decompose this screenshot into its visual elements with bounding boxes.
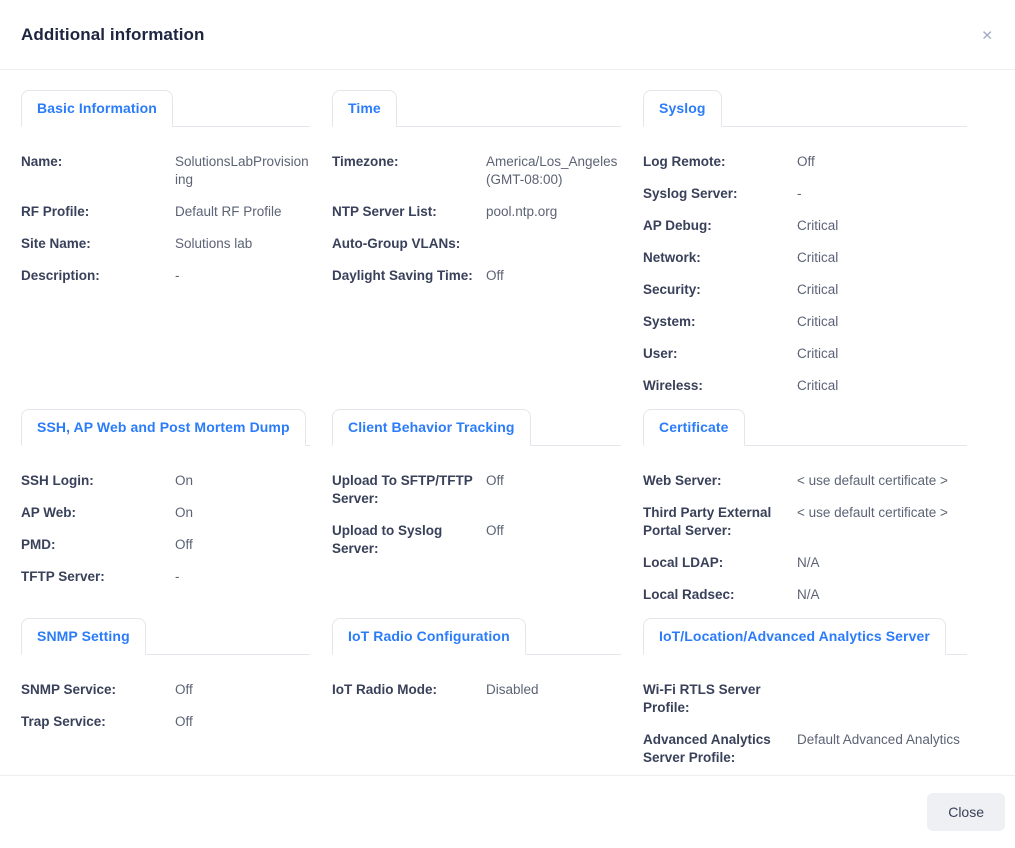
field-label: Name: [21,154,63,169]
field-label: Log Remote: [643,154,726,169]
section-tab-client-behavior-tracking: Client Behavior Tracking [332,409,531,446]
field-label: Timezone: [332,154,399,169]
section-tab-basic-information: Basic Information [21,90,173,127]
field-row [332,267,621,285]
field-label: Upload To SFTP/TFTP Server: [332,473,473,506]
field-row [643,153,967,171]
field-row [643,472,967,490]
field-label: AP Debug: [643,218,712,233]
field-value: America/Los_Angeles (GMT-08:00) [486,154,618,187]
section-tab-iot-radio-configuration: IoT Radio Configuration [332,618,526,655]
field-label: Wi-Fi RTLS Server Profile: [643,682,761,715]
field-row [643,281,967,299]
field-value: On [175,473,194,488]
field-label: Description: [21,268,100,283]
field-label: Advanced Analytics Server Profile: [643,732,771,765]
section-iot-radio-configuration [332,618,621,775]
section-snmp-setting [21,618,310,775]
field-row [21,472,310,490]
field-row [21,568,310,586]
field-value: Critical [797,218,839,233]
section-fields [643,127,967,395]
field-label: System: [643,314,696,329]
section-iot-location-advanced-analytics-server [643,618,967,775]
field-label: User: [643,346,678,361]
section-tabbar [332,409,621,446]
field-label: TFTP Server: [21,569,105,584]
field-label: Auto-Group VLANs: [332,236,461,251]
field-label: Security: [643,282,701,297]
section-time [332,90,621,409]
field-value: N/A [797,555,820,570]
field-row [643,377,967,395]
section-syslog [643,90,967,409]
dialog-title: Additional information [21,24,205,44]
field-row [332,235,621,253]
field-label: AP Web: [21,505,77,520]
field-value: SolutionsLabProvisioning [175,154,309,187]
field-value: Off [175,714,193,729]
field-row [332,472,621,508]
field-value: Disabled [486,682,539,697]
field-value: - [175,268,180,283]
field-value: pool.ntp.org [486,204,558,219]
field-value: Critical [797,282,839,297]
sections-grid [0,70,1015,775]
field-row [643,345,967,363]
field-label: SNMP Service: [21,682,117,697]
section-tabbar [21,618,310,655]
field-label: Upload to Syslog Server: [332,523,443,556]
section-tab-syslog: Syslog [643,90,722,127]
field-label: RF Profile: [21,204,90,219]
close-button[interactable]: Close [927,793,1005,831]
field-value: Off [486,473,504,488]
close-icon[interactable]: ✕ [981,26,993,43]
field-row [21,153,310,189]
field-label: Wireless: [643,378,703,393]
section-fields [643,655,967,767]
section-fields [21,446,310,586]
field-label: IoT Radio Mode: [332,682,437,697]
field-row [332,681,621,699]
field-value: Solutions lab [175,236,253,251]
section-fields [332,446,621,558]
field-value: N/A [797,587,820,602]
field-value: Off [175,682,193,697]
field-value: - [175,569,180,584]
field-label: Trap Service: [21,714,106,729]
section-tabbar [332,618,621,655]
field-label: Syslog Server: [643,186,738,201]
field-value: < use default certificate > [797,473,948,488]
section-tab-time: Time [332,90,397,127]
field-value: Critical [797,346,839,361]
field-value: Off [486,523,504,538]
field-row [643,249,967,267]
section-tabbar [21,409,310,446]
section-tabbar [643,409,967,446]
section-tab-ssh-ap-web-and-post-mortem-dump: SSH, AP Web and Post Mortem Dump [21,409,306,446]
field-row [643,586,967,604]
dialog-header [0,0,1015,70]
field-label: Network: [643,250,701,265]
field-value: Off [486,268,504,283]
field-label: Local LDAP: [643,555,724,570]
section-tabbar [21,90,310,127]
field-row [332,203,621,221]
section-tab-iot-location-advanced-analytics-server: IoT/Location/Advanced Analytics Server [643,618,946,655]
field-value: Critical [797,378,839,393]
dialog-footer [0,775,1015,848]
field-label: Site Name: [21,236,91,251]
field-row [21,713,310,731]
field-value: Default RF Profile [175,204,282,219]
field-value [486,235,621,253]
field-value: Off [175,537,193,552]
field-label: Third Party External Portal Server: [643,505,772,538]
section-tabbar [332,90,621,127]
field-row [332,153,621,189]
field-value: Default Advanced Analytics [797,732,960,747]
section-fields [21,655,310,731]
field-value: Critical [797,250,839,265]
section-fields [332,655,621,699]
field-value: - [797,186,802,201]
field-label: NTP Server List: [332,204,437,219]
field-row [643,681,967,717]
field-value: Critical [797,314,839,329]
field-row [643,554,967,572]
field-row [21,203,310,221]
section-fields [21,127,310,285]
field-row [21,504,310,522]
field-value: Off [797,154,815,169]
field-label: Local Radsec: [643,587,735,602]
field-label: SSH Login: [21,473,94,488]
section-certificate [643,409,967,618]
field-row [332,522,621,558]
field-value [797,681,967,717]
section-tabbar [643,90,967,127]
field-row [643,185,967,203]
field-row [643,731,967,767]
field-row [643,504,967,540]
field-row [21,267,310,285]
field-row [643,313,967,331]
section-fields [643,446,967,604]
section-ssh-ap-web-and-post-mortem-dump [21,409,310,618]
section-tab-certificate: Certificate [643,409,745,446]
field-label: PMD: [21,537,56,552]
section-tabbar [643,618,967,655]
field-value: < use default certificate > [797,505,948,520]
field-row [21,681,310,699]
field-label: Daylight Saving Time: [332,268,473,283]
section-tab-snmp-setting: SNMP Setting [21,618,146,655]
field-row [21,536,310,554]
field-row [643,217,967,235]
field-value: On [175,505,194,520]
section-fields [332,127,621,285]
field-label: Web Server: [643,473,722,488]
section-client-behavior-tracking [332,409,621,618]
section-basic-information [21,90,310,409]
field-row [21,235,310,253]
